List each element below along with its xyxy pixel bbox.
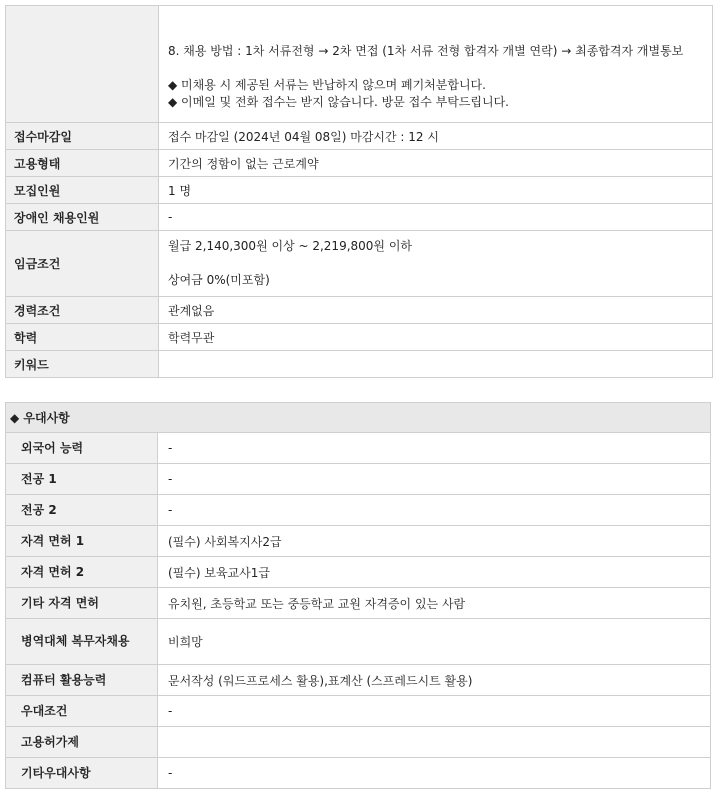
row-label: 기타우대사항 — [6, 758, 158, 789]
table-row — [6, 464, 711, 495]
row-label-empty — [6, 6, 159, 123]
wage-row — [6, 231, 713, 297]
row-label: 학력 — [6, 324, 159, 351]
row-label: 기타 자격 면허 — [6, 588, 158, 619]
table-row — [6, 588, 711, 619]
notice-visit-only: ◆ 이메일 및 전화 접수는 받지 않습니다. 방문 접수 부탁드립니다. — [168, 94, 509, 109]
row-value: - — [158, 495, 711, 526]
table-row — [6, 433, 711, 464]
recruitment-method-text: 8. 채용 방법 : 1차 서류전형 → 2차 면접 (1차 서류 전형 합격자 개별 연락) → 최종합격자 개별통보 — [168, 43, 684, 58]
row-label: 전공 1 — [6, 464, 158, 495]
table-row — [6, 177, 713, 204]
row-label: 우대조건 — [6, 696, 158, 727]
section-title: ◆ 우대사항 — [6, 403, 711, 433]
row-label: 컴퓨터 활용능력 — [6, 665, 158, 696]
row-label: 모집인원 — [6, 177, 159, 204]
preferences-table — [5, 402, 711, 789]
table-row — [6, 758, 711, 789]
row-label: 외국어 능력 — [6, 433, 158, 464]
row-value: 학력무관 — [159, 324, 713, 351]
row-label: 장애인 채용인원 — [6, 204, 159, 231]
row-value: 기간의 정함이 없는 근로계약 — [159, 150, 713, 177]
row-value: 1 명 — [159, 177, 713, 204]
notice-no-return: ◆ 미채용 시 제공된 서류는 반납하지 않으며 폐기처분합니다. — [168, 77, 486, 92]
row-value: 관계없음 — [159, 297, 713, 324]
row-value — [159, 351, 713, 378]
row-label: 자격 면허 2 — [6, 557, 158, 588]
row-label: 경력조건 — [6, 297, 159, 324]
row-label: 전공 2 — [6, 495, 158, 526]
recruitment-method-row — [6, 6, 713, 123]
recruitment-conditions-table — [5, 5, 713, 378]
row-value: - — [158, 464, 711, 495]
row-value: 접수 마감일 (2024년 04월 08일) 마감시간 : 12 시 — [159, 123, 713, 150]
row-value: - — [158, 696, 711, 727]
row-value: (필수) 사회복지사2급 — [158, 526, 711, 557]
row-label: 임금조건 — [6, 231, 159, 297]
wage-cell — [159, 231, 713, 297]
recruitment-method-cell — [159, 6, 713, 123]
row-label: 자격 면허 1 — [6, 526, 158, 557]
row-value: 유치원, 초등학교 또는 중등학교 교원 자격증이 있는 사람 — [158, 588, 711, 619]
table-row — [6, 324, 713, 351]
row-label: 키워드 — [6, 351, 159, 378]
table-row — [6, 351, 713, 378]
row-label: 고용허가제 — [6, 727, 158, 758]
table-row — [6, 696, 711, 727]
table-row — [6, 526, 711, 557]
bonus-rate: 상여금 0%(미포함) — [168, 273, 270, 287]
row-label: 병역대체 복무자채용 — [6, 619, 158, 665]
preferences-header-row — [6, 403, 711, 433]
row-label: 접수마감일 — [6, 123, 159, 150]
table-row — [6, 495, 711, 526]
table-row — [6, 123, 713, 150]
table-row — [6, 619, 711, 665]
row-value — [158, 727, 711, 758]
table-row — [6, 150, 713, 177]
table-row — [6, 204, 713, 231]
table-row — [6, 297, 713, 324]
table-row — [6, 557, 711, 588]
row-value: - — [158, 433, 711, 464]
row-value: - — [159, 204, 713, 231]
row-label: 고용형태 — [6, 150, 159, 177]
row-value: 문서작성 (워드프로세스 활용),표계산 (스프레드시트 활용) — [158, 665, 711, 696]
row-value: 비희망 — [158, 619, 711, 665]
row-value: - — [158, 758, 711, 789]
wage-range: 월급 2,140,300원 이상 ~ 2,219,800원 이하 — [168, 239, 413, 253]
row-value: (필수) 보육교사1급 — [158, 557, 711, 588]
table-row — [6, 665, 711, 696]
table-row — [6, 727, 711, 758]
